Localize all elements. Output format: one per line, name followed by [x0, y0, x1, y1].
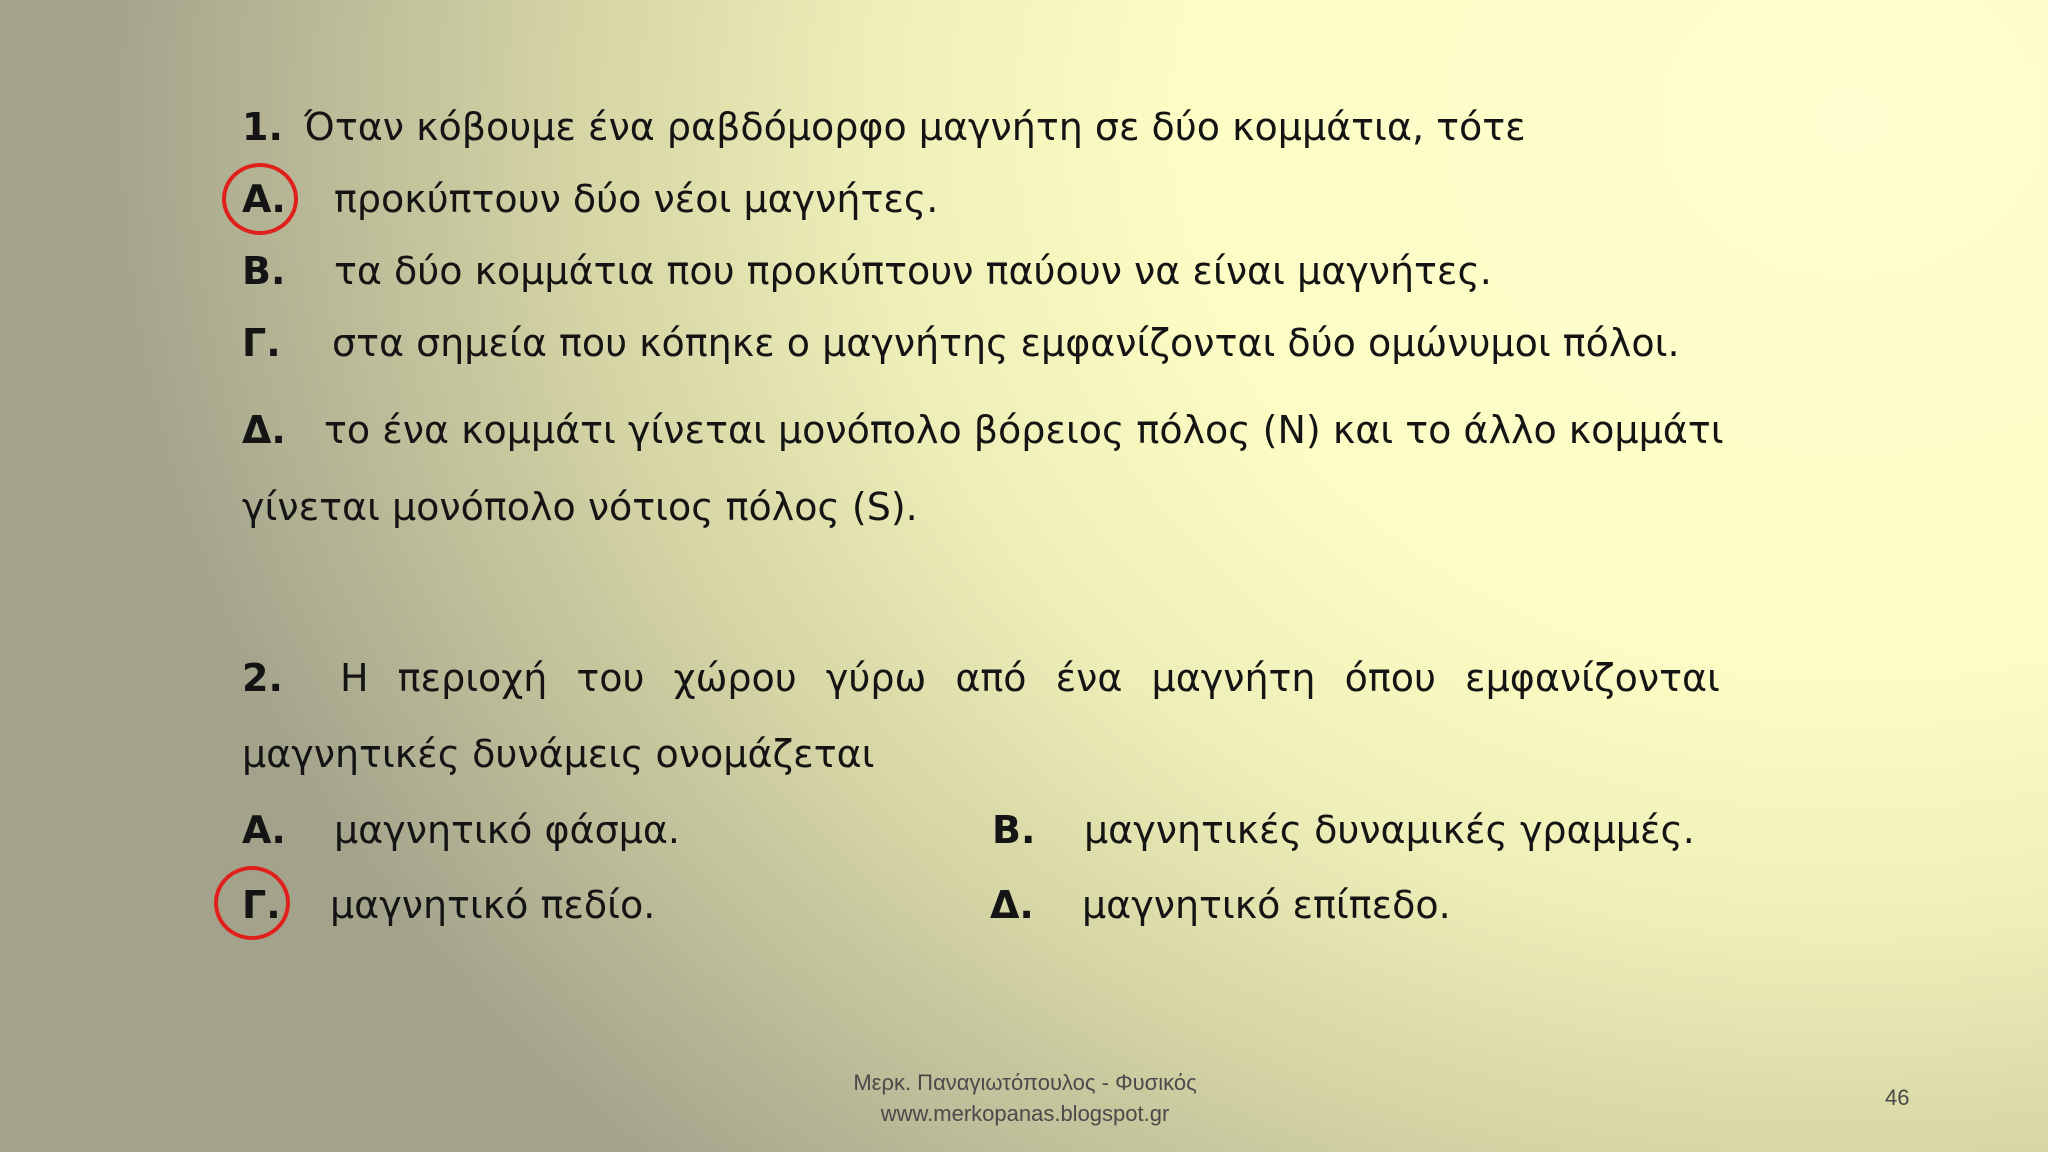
stem-word: του: [576, 656, 645, 700]
question-2-number: 2.: [242, 656, 283, 700]
q2-option-a-text: μαγνητικό φάσμα.: [334, 808, 680, 852]
stem-word: όπου: [1344, 656, 1436, 700]
q2-option-b-label: Β.: [992, 808, 1036, 852]
stem-word: εμφανίζονται: [1465, 656, 1720, 700]
stem-word: μαγνήτη: [1151, 656, 1316, 700]
question-1-number: 1.: [242, 105, 283, 149]
q1-option-c-text: στα σημεία που κόπηκε ο μαγνήτης εμφανίζονται δύο ομώνυμοι πόλοι.: [332, 321, 1680, 365]
stem-word: ένα: [1055, 656, 1123, 700]
q2-option-a-label: Α.: [242, 808, 286, 852]
q1-option-d-text: το ένα κομμάτι γίνεται μονόπολο βόρειος πόλος (Ν) και το άλλο κομμάτι: [324, 408, 1724, 452]
question-2-stem-line2: μαγνητικές δυνάμεις ονομάζεται: [242, 732, 875, 776]
stem-word: χώρου: [673, 656, 797, 700]
q1-option-c-label: Γ.: [242, 321, 281, 365]
stem-word: Η: [340, 656, 369, 700]
q2-option-d-text: μαγνητικό επίπεδο.: [1082, 883, 1451, 927]
question-1-stem: Όταν κόβουμε ένα ραβδόμορφο μαγνήτη σε δύο κομμάτια, τότε: [304, 105, 1526, 149]
page-number: 46: [1885, 1085, 1910, 1110]
q2-option-c-label: Γ.: [242, 883, 281, 927]
footer-website: www.merkopanas.blogspot.gr: [880, 1101, 1170, 1126]
footer-author: Μερκ. Παναγιωτόπουλος - Φυσικός: [853, 1070, 1197, 1095]
q1-option-d-label: Δ.: [242, 408, 286, 452]
q1-option-b-text: τα δύο κομμάτια που προκύπτουν παύουν να είναι μαγνήτες.: [334, 249, 1492, 293]
q2-option-d-label: Δ.: [990, 883, 1034, 927]
stem-word: από: [955, 656, 1027, 700]
stem-word: περιοχή: [397, 656, 548, 700]
q2-option-c-text: μαγνητικό πεδίο.: [330, 883, 656, 927]
q1-option-a-text: προκύπτουν δύο νέοι μαγνήτες.: [334, 177, 939, 221]
question-2-stem-line1: [340, 654, 1720, 702]
q1-option-b-label: Β.: [242, 249, 286, 293]
q1-option-d-text-line2: γίνεται μονόπολο νότιος πόλος (S).: [242, 485, 918, 529]
q1-option-a-label: Α.: [242, 177, 286, 221]
q2-option-b-text: μαγνητικές δυναμικές γραμμές.: [1084, 808, 1695, 852]
stem-word: γύρω: [825, 656, 927, 700]
